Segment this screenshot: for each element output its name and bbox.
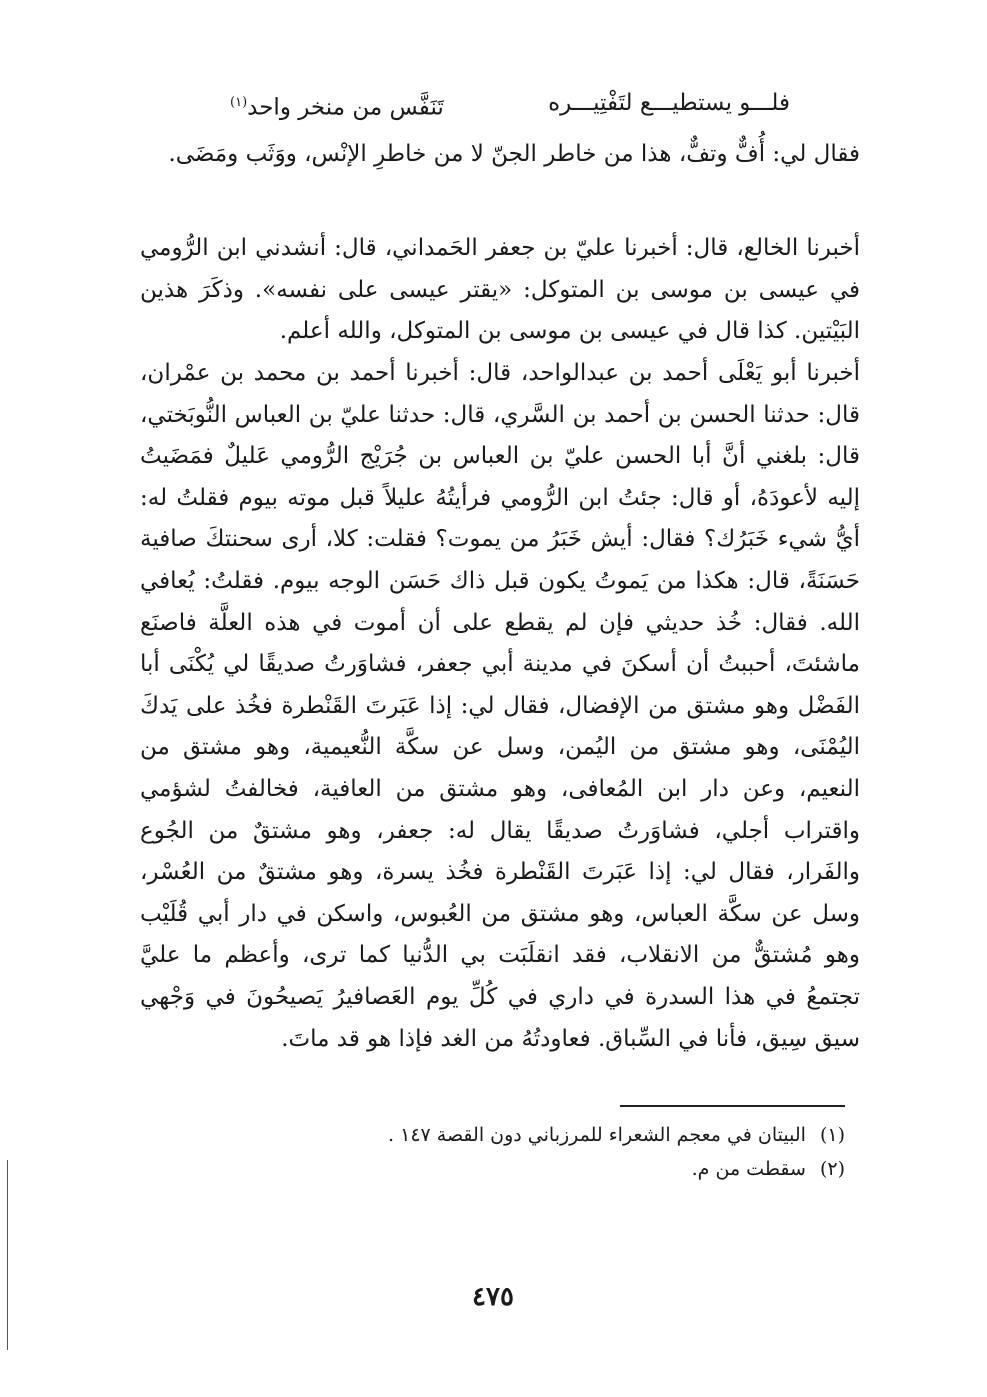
paragraph-1 [140, 134, 860, 176]
page-number: ٤٧٥ [472, 1282, 514, 1312]
paragraph-text: فقال لي: أُفٌّ وتفٌّ، هذا من خاطر الجنّ لا من خاطرِ الإنْس، ووَثَب ومَضَى. [168, 141, 860, 167]
paragraph-2 [140, 228, 860, 353]
paragraph-text: أخبرنا أبو يَعْلَى أحمد بن عبدالواحد، قال: أخبرنا أحمد بن محمد بن عمْران، قال: حدثنا الحسن بن أحمد بن السَّري، قال: حدثنا عليّ بن العباس النُّوبَختي، قال: بلغني أنَّ أبا الحسن عليّ بن العباس بن جُرَيْج الرُّومي عَليلٌ فمَضَيتُ إليه لأعودَهُ، أو قال: جئتُ ابن الرُّومي فرأيتُهُ عليلاً قبل موته بيوم فقلتُ له: أيُّ شيء خَبَرُك؟ فقال: أيش خَبَرُ من يموت؟ فقلت: كلا، أرى سحنتكَ صافية حَسَنَةً، قال: هكذا من يَموتُ يكون قبل ذاك حَسَن الوجه بيوم. فقلتُ: يُعافي الله. فقال: خُذ حديثي فإن لم يقطع على أن أموت في هذه العلَّة فاصنَع ماشئتَ، أحببتُ أن أسكنَ في مدينة أبي جعفر، فشاوَرتُ صديقًا لي يُكْنَى أبا الفَضْل وهو مشتق من الإفضال، فقال لي: إذا عَبَرتَ القَنْطرة فخُذ على يَدكَ اليُمْنَى، وهو مشتق من اليُمن، وسل عن سكَّة النُّعيمية، وهو مشتق من النعيم، وعن دار ابن المُعافى، وهو مشتق من العافية، فخالفتُ لشؤمي واقتراب أجلي، فشاوَرتُ صديقًا يقال له: جعفر، وهو مشتقٌ من الجُوع والفَرار، فقال لي: إذا عَبَرتَ القَنْطرة فخُذ يسرة، وهو مشتقٌ من العُسْر، وسل عن سكَّة العباس، وهو مشتق من العُبوس، واسكن في دار أبي قُلَيْب وهو مُشتقٌّ من الانقلاب، فقد انقلَبَت بي الدُّنيا كما ترى، وأعظم ما عليَّ تجتمعُ في هذا السدرة في داري في كُلِّ يوم العَصافيرُ يَصيحُونَ في وَجْهي سيق سِيق، فأنا في السِّباق. فعاودتُهُ من الغد فإذا هو قد ماتَ. [140, 360, 861, 1052]
footnote-divider [620, 1105, 845, 1107]
scan-edge-line [7, 1160, 8, 1350]
verse-hemistich-second: تَنَفَّس من منخر واحد$^{(١)}$ [230, 94, 444, 121]
footnotes [300, 1118, 845, 1186]
footnote-text: سقطت من م. [691, 1158, 806, 1180]
footnote-number: (٢) [819, 1158, 845, 1180]
verse-hemistich-first: فلـــو يستطيـــع لتَفْتِيـــره [548, 90, 790, 116]
paragraph-3 [140, 353, 860, 1060]
paragraph-text: أخبرنا الخالع، قال: أخبرنا عليّ بن جعفر الحَمداني، قال: أنشدني ابن الرُّومي في عيسى بن موسى بن المتوكل: «يقتر عيسى على نفسه». وذكَرَ هذين البَيْتين. كذا قال في عيسى بن موسى بن المتوكل، والله أعلم. [140, 235, 860, 345]
footnote-item [300, 1152, 845, 1186]
footnote-number: (١) [819, 1124, 845, 1146]
poetry-verse [230, 83, 790, 128]
footnote-text: البيتان في معجم الشعراء للمرزباني دون القصة ١٤٧ . [388, 1124, 806, 1146]
footnote-ref: (١) [230, 95, 248, 110]
footnote-item [300, 1118, 845, 1152]
